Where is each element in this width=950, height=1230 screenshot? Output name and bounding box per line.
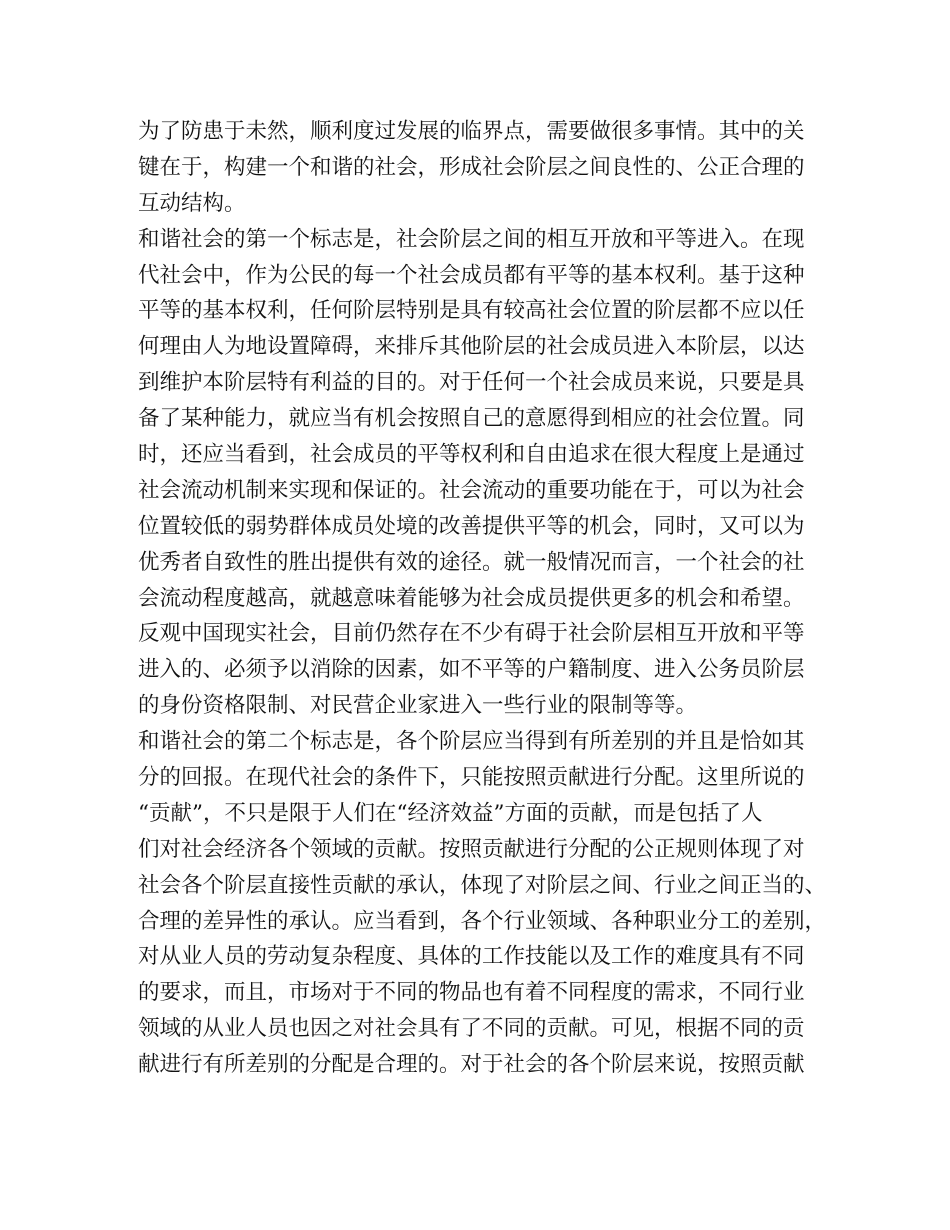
text-line: 和谐社会的第一个标志是，社会阶层之间的相互开放和平等进入。在现 <box>138 226 805 252</box>
text-line: 的身份资格限制、对民营企业家进入一些行业的限制等等。 <box>138 693 698 719</box>
text-line: “贡献”，不只是限于人们在“经济效益”方面的贡献，而是包括了人 <box>138 800 763 826</box>
text-line: 何理由人为地设置障碍，来排斥其他阶层的社会成员进入本阶层，以达 <box>138 334 805 360</box>
text-line: 时，还应当看到，社会成员的平等权利和自由追求在很大程度上是通过 <box>138 442 805 468</box>
text-line: 们对社会经济各个领域的贡献。按照贡献进行分配的公正规则体现了对 <box>138 836 805 862</box>
text-line: 到维护本阶层特有利益的目的。对于任何一个社会成员来说，只要是具 <box>138 370 805 396</box>
text-line: 备了某种能力，就应当有机会按照自己的意愿得到相应的社会位置。同 <box>138 406 805 432</box>
body-text <box>138 114 838 1083</box>
text-line: 反观中国现实社会，目前仍然存在不少有碍于社会阶层相互开放和平等 <box>138 621 805 647</box>
text-line: 和谐社会的第二个标志是，各个阶层应当得到有所差别的并且是恰如其 <box>138 729 805 755</box>
text-line: 代社会中，作为公民的每一个社会成员都有平等的基本权利。基于这种 <box>138 262 805 288</box>
text-line: 平等的基本权利，任何阶层特别是具有较高社会位置的阶层都不应以任 <box>138 298 805 324</box>
text-line: 献进行有所差别的分配是合理的。对于社会的各个阶层来说，按照贡献 <box>138 1052 805 1078</box>
text-line: 为了防患于未然，顺利度过发展的临界点，需要做很多事情。其中的关 <box>138 119 805 144</box>
text-line: 会流动程度越高，就越意味着能够为社会成员提供更多的机会和希望。 <box>138 585 805 611</box>
text-line: 的要求，而且，市场对于不同的物品也有着不同程度的需求，不同行业 <box>138 980 805 1006</box>
text-line: 领域的从业人员也因之对社会具有了不同的贡献。可见，根据不同的贡 <box>138 1016 805 1042</box>
text-line: 社会流动机制来实现和保证的。社会流动的重要功能在于，可以为社会 <box>138 477 805 503</box>
text-line: 合理的差异性的承认。应当看到，各个行业领域、各种职业分工的差别， <box>138 908 827 934</box>
text-line: 分的回报。在现代社会的条件下，只能按照贡献进行分配。这里所说的 <box>138 765 805 791</box>
text-line: 键在于，构建一个和谐的社会，形成社会阶层之间良性的、公正合理的 <box>138 154 805 180</box>
text-line: 对从业人员的劳动复杂程度、具体的工作技能以及工作的难度具有不同 <box>138 944 805 970</box>
text-line: 互动结构。 <box>138 190 246 216</box>
text-line: 位置较低的弱势群体成员处境的改善提供平等的机会，同时，又可以为 <box>138 513 805 539</box>
text-line: 社会各个阶层直接性贡献的承认，体现了对阶层之间、行业之间正当的、 <box>138 872 827 898</box>
text-line: 优秀者自致性的胜出提供有效的途径。就一般情况而言，一个社会的社 <box>138 549 805 575</box>
text-line: 进入的、必须予以消除的因素，如不平等的户籍制度、进入公务员阶层 <box>138 657 805 683</box>
